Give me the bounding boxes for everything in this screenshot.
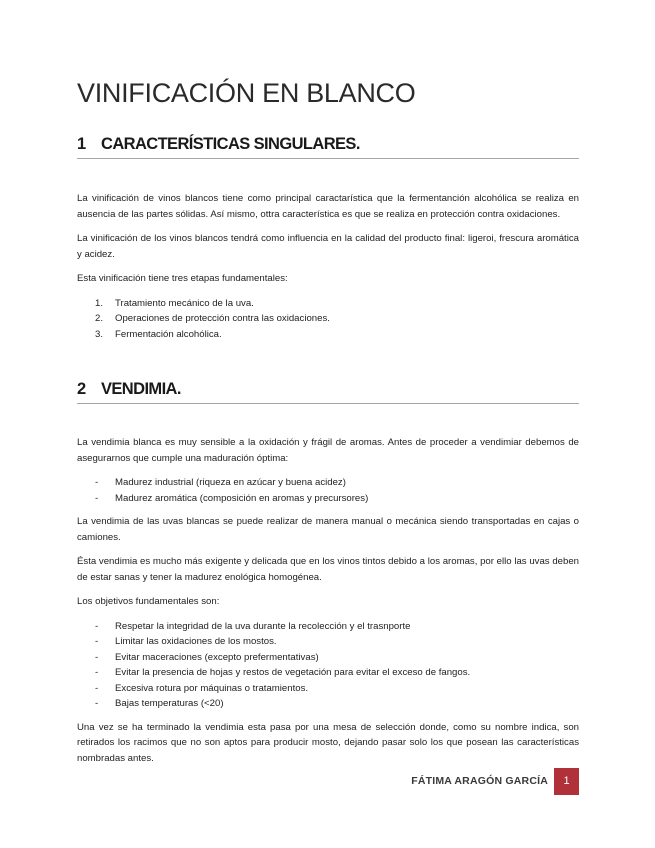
paragraph: La vendimia de las uvas blancas se puede realizar de manera manual o mecánica siendo transportadas en cajas o camiones. bbox=[77, 516, 579, 543]
section-number: 1 bbox=[77, 135, 86, 153]
objectives-list bbox=[77, 619, 579, 712]
section-heading-2 bbox=[77, 380, 579, 404]
section-title: VENDIMIA. bbox=[101, 380, 181, 398]
section-body-2 bbox=[77, 435, 579, 766]
maturity-list bbox=[77, 475, 579, 506]
dash-marker: - bbox=[95, 651, 99, 663]
ordered-list bbox=[77, 296, 579, 343]
paragraph: Ésta vendimia es mucho más exigente y delicada que en los vinos tintos debido a los aromas, por ello las uvas deben de estar sanas y tener la madurez enológica homogénea. bbox=[77, 556, 579, 583]
dash-marker: - bbox=[95, 492, 99, 504]
list-item: - Excesiva rotura por máquinas o tratamientos. bbox=[77, 681, 579, 697]
list-item: - Madurez aromática (composición en aromas y precursores) bbox=[77, 491, 579, 507]
list-marker: 2. bbox=[95, 313, 104, 324]
list-item: - Evitar la presencia de hojas y restos de vegetación para evitar el exceso de fangos. bbox=[77, 665, 579, 681]
list-item: - Respetar la integridad de la uva durante la recolección y el trasnporte bbox=[77, 619, 579, 635]
dash-marker: - bbox=[95, 477, 99, 488]
list-item: 3. Fermentación alcohólica. bbox=[77, 327, 579, 343]
list-item: - Bajas temperaturas (<20) bbox=[77, 696, 579, 712]
dash-marker: - bbox=[95, 636, 99, 647]
paragraph: La vendimia blanca es muy sensible a la oxidación y frágil de aromas. Antes de proceder a vendimiar debemos de asegurarnos que cumple una maduración óptima: bbox=[77, 437, 579, 464]
dash-marker: - bbox=[95, 698, 99, 709]
section-number: 2 bbox=[77, 380, 86, 398]
paragraph: Una vez se ha terminado la vendimia esta pasa por una mesa de selección donde, como su nombre indica, son retirados los racimos que no son aptos para producir mosto, dejando pasar solo los que posean las características nombradas antes. bbox=[77, 721, 579, 764]
list-item: 2. Operaciones de protección contra las oxidaciones. bbox=[77, 311, 579, 327]
section-body-1 bbox=[77, 191, 579, 350]
section-heading-1 bbox=[77, 135, 579, 159]
paragraph: Los objetivos fundamentales son: bbox=[77, 596, 220, 607]
list-item: - Evitar maceraciones (excepto prefermentativas) bbox=[77, 650, 579, 666]
paragraph: La vinificación de vinos blancos tiene como principal caractarística que la fermentanción alcohólica se realiza en ausencia de las partes sólidas. Así mismo, ottra característica es que se realiza en protección contra oxidaciones. bbox=[77, 193, 579, 220]
list-marker: 3. bbox=[95, 328, 104, 340]
list-item: 1. Tratamiento mecánico de la uva. bbox=[77, 296, 579, 312]
dash-marker: - bbox=[95, 667, 99, 678]
list-marker: 1. bbox=[95, 297, 104, 309]
paragraph: La vinificación de los vinos blancos tendrá como influencia en la calidad del producto final: ligeroi, frescura aromática y acidez. bbox=[77, 233, 579, 260]
list-item: - Madurez industrial (riqueza en azúcar y buena acidez) bbox=[77, 475, 579, 491]
page-number-badge: 1 bbox=[554, 768, 579, 795]
list-item: - Limitar las oxidaciones de los mostos. bbox=[77, 634, 579, 650]
section-title: CARACTERÍSTICAS SINGULARES. bbox=[101, 135, 360, 153]
dash-marker: - bbox=[95, 682, 99, 694]
dash-marker: - bbox=[95, 620, 99, 632]
paragraph: Esta vinificación tiene tres etapas fundamentales: bbox=[77, 273, 288, 284]
document-title: VINIFICACIÓN EN BLANCO bbox=[77, 78, 416, 108]
footer-author: FÁTIMA ARAGÓN GARCÍA bbox=[411, 775, 548, 787]
